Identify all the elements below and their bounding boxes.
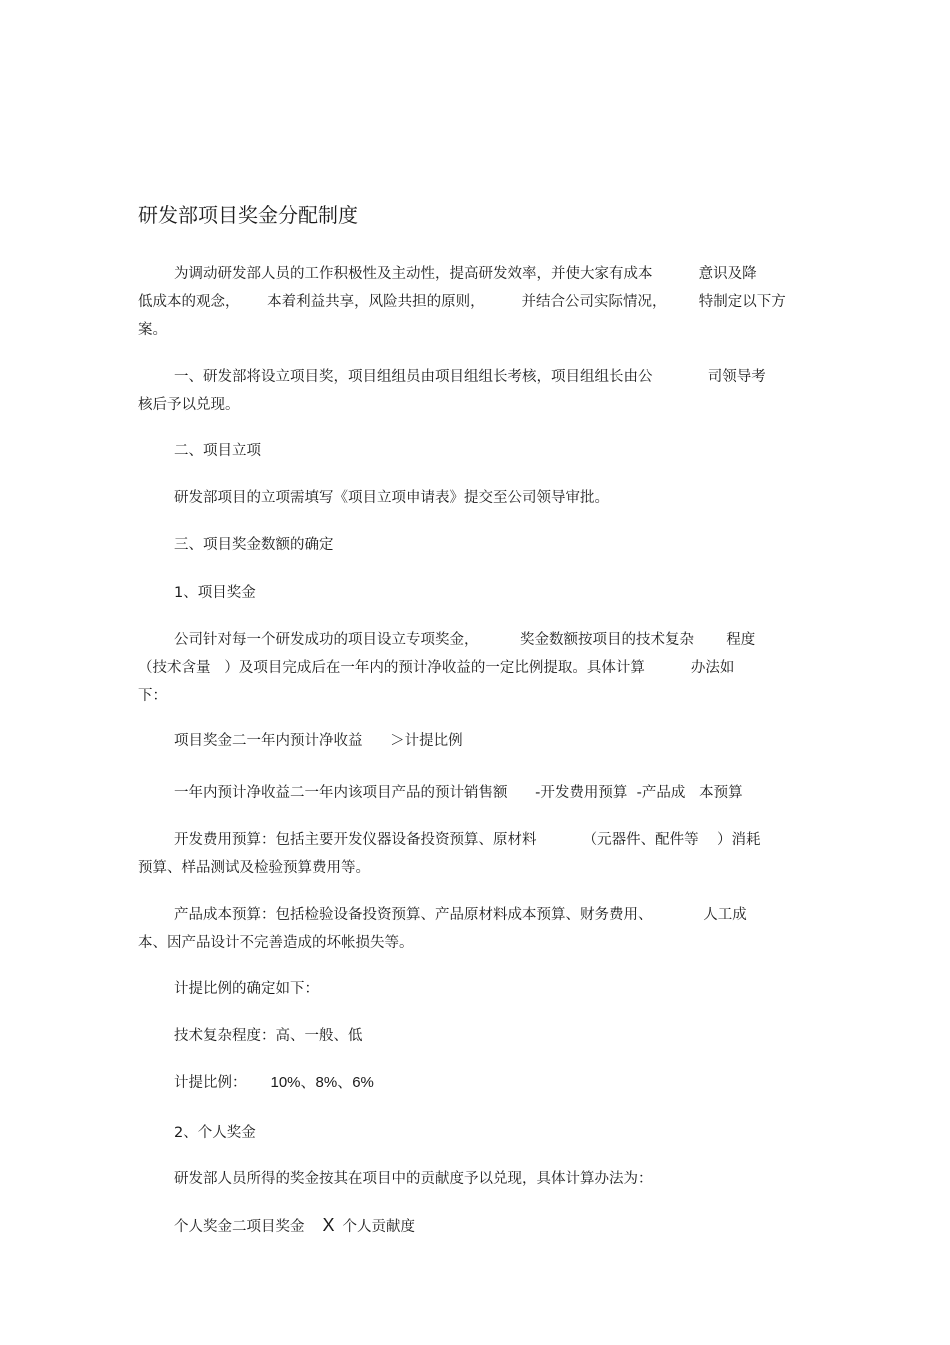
ratio-values: 10%、8%、6%	[270, 1074, 374, 1091]
ratio-label: 计提比例：	[174, 1075, 247, 1091]
section-2-heading	[138, 437, 810, 465]
subsection-project-bonus-heading	[138, 579, 810, 607]
dev-budget-line-2: 预算、样品测试及检验预算费用等。	[138, 860, 370, 876]
formula-personal-bonus	[138, 1211, 810, 1239]
dev-budget-line-1: 开发费用预算：包括主要开发仪器设备投资预算、原材料 （元器件、配件等 ）消耗	[174, 832, 761, 848]
subsection-personal-bonus-text: 2、个人奖金	[174, 1125, 256, 1141]
ratio-values-line	[138, 1069, 810, 1097]
formula-net-income	[138, 779, 810, 807]
ratio-intro-text: 计提比例的确定如下：	[174, 981, 319, 997]
formula-project-bonus-text: 项目奖金二一年内预计净收益 ＞计提比例	[174, 733, 463, 749]
complexity-levels-text: 技术复杂程度：高、一般、低	[174, 1028, 363, 1044]
project-approval-text: 研发部项目的立项需填写《项目立项申请表》提交至公司领导审批。	[174, 490, 609, 506]
project-approval-paragraph	[138, 484, 810, 512]
multiply-sign: X	[322, 1215, 335, 1235]
formula-net-income-text: 一年内预计净收益二一年内该项目产品的预计销售额 -开发费用预算 -产品成 本预算	[174, 785, 743, 801]
document-title: 研发部项目奖金分配制度	[138, 203, 358, 227]
product-cost-line-2: 本、因产品设计不完善造成的坏帐损失等。	[138, 935, 414, 951]
product-cost-paragraph	[138, 901, 810, 957]
intro-line-2: 低成本的观念， 本着利益共享，风险共担的原则， 并结合公司实际情况， 特制定以下方	[138, 294, 786, 310]
subsection-project-bonus-text: 1、项目奖金	[174, 585, 256, 601]
formula-personal-right: 个人贡献度	[342, 1219, 416, 1235]
project-bonus-line-3: 下：	[138, 688, 167, 704]
section-1-line-1: 一、研发部将设立项目奖，项目组组员由项目组组长考核，项目组组长由公 司领导考	[174, 369, 766, 385]
formula-personal-left: 个人奖金二项目奖金	[174, 1219, 305, 1235]
subsection-personal-bonus-heading	[138, 1119, 810, 1147]
project-bonus-paragraph	[138, 626, 810, 710]
ratio-intro-paragraph	[138, 975, 810, 1003]
product-cost-line-1: 产品成本预算：包括检验设备投资预算、产品原材料成本预算、财务费用、 人工成	[174, 907, 747, 923]
section-3-heading-text: 三、项目奖金数额的确定	[174, 537, 334, 553]
project-bonus-line-1: 公司针对每一个研发成功的项目设立专项奖金， 奖金数额按项目的技术复杂 程度	[174, 632, 756, 648]
section-2-heading-text: 二、项目立项	[174, 443, 261, 459]
ratio-values-paragraph	[138, 1069, 810, 1097]
intro-paragraph	[138, 260, 810, 344]
intro-line-3: 案。	[138, 322, 167, 338]
intro-line-1: 为调动研发部人员的工作积极性及主动性，提高研发效率，并使大家有成本 意识及降	[174, 266, 757, 282]
complexity-levels-paragraph	[138, 1022, 810, 1050]
formula-project-bonus	[138, 727, 810, 755]
personal-bonus-text: 研发部人员所得的奖金按其在项目中的贡献度予以兑现，具体计算办法为：	[174, 1171, 653, 1187]
project-bonus-line-2: （技术含量 ）及项目完成后在一年内的预计净收益的一定比例提取。具体计算 办法如	[138, 660, 735, 676]
section-1-line-2: 核后予以兑现。	[138, 397, 240, 413]
personal-bonus-paragraph	[138, 1165, 810, 1193]
section-1-paragraph	[138, 363, 810, 419]
dev-budget-paragraph	[138, 826, 810, 882]
formula-personal-bonus-line	[138, 1211, 810, 1239]
section-3-heading	[138, 531, 810, 559]
